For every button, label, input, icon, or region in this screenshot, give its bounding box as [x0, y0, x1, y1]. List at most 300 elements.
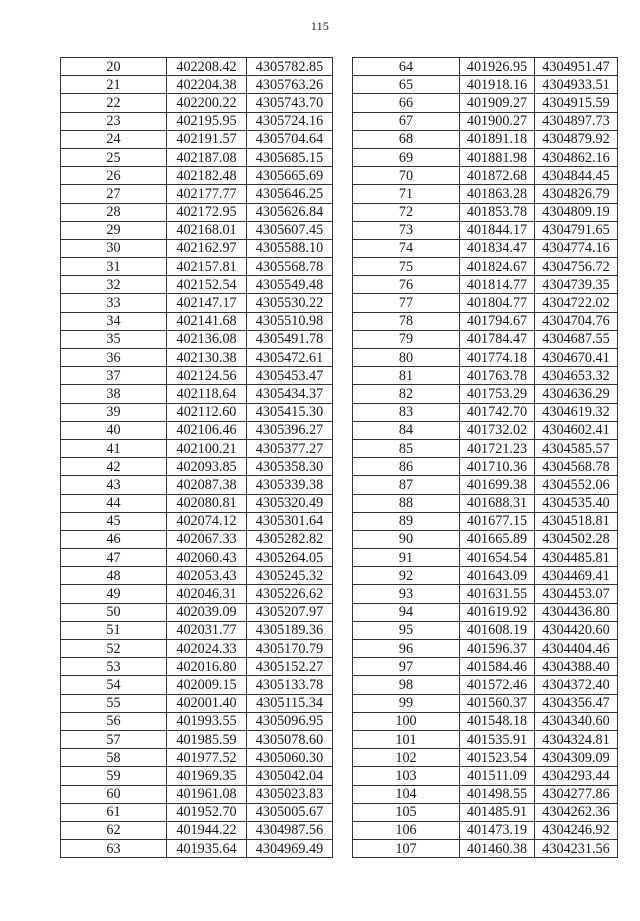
x-coordinate-cell: 402067.33	[167, 530, 247, 548]
point-number-cell: 42	[61, 458, 167, 476]
point-number-cell: 66	[353, 94, 460, 112]
x-coordinate-cell: 401654.54	[460, 549, 535, 567]
x-coordinate-cell: 401918.16	[460, 76, 535, 94]
y-coordinate-cell: 4304844.45	[535, 167, 618, 185]
table-row	[353, 603, 618, 621]
y-coordinate-cell: 4305724.16	[247, 112, 333, 130]
x-coordinate-cell: 401985.59	[167, 730, 247, 748]
y-coordinate-cell: 4304933.51	[535, 76, 618, 94]
x-coordinate-cell: 402087.38	[167, 476, 247, 494]
y-coordinate-cell: 4305005.67	[247, 803, 333, 821]
table-row	[353, 76, 618, 94]
y-coordinate-cell: 4305568.78	[247, 258, 333, 276]
x-coordinate-cell: 402157.81	[167, 258, 247, 276]
y-coordinate-cell: 4305320.49	[247, 494, 333, 512]
y-coordinate-cell: 4305282.82	[247, 530, 333, 548]
x-coordinate-cell: 401596.37	[460, 640, 535, 658]
y-coordinate-cell: 4305339.38	[247, 476, 333, 494]
table-row	[353, 439, 618, 457]
table-row	[61, 549, 333, 567]
table-row	[61, 458, 333, 476]
table-row	[353, 712, 618, 730]
point-number-cell: 73	[353, 221, 460, 239]
y-coordinate-cell: 4304756.72	[535, 258, 618, 276]
x-coordinate-cell: 402152.54	[167, 276, 247, 294]
point-number-cell: 63	[61, 840, 167, 858]
x-coordinate-cell: 401853.78	[460, 203, 535, 221]
x-coordinate-cell: 401784.47	[460, 330, 535, 348]
table-row	[353, 476, 618, 494]
x-coordinate-cell: 401631.55	[460, 585, 535, 603]
point-number-cell: 28	[61, 203, 167, 221]
table-row	[61, 621, 333, 639]
point-number-cell: 99	[353, 694, 460, 712]
point-number-cell: 26	[61, 167, 167, 185]
y-coordinate-cell: 4304862.16	[535, 148, 618, 166]
table-row	[353, 94, 618, 112]
table-row	[61, 276, 333, 294]
table-row	[61, 239, 333, 257]
point-number-cell: 29	[61, 221, 167, 239]
point-number-cell: 51	[61, 621, 167, 639]
point-number-cell: 106	[353, 821, 460, 839]
x-coordinate-cell: 402141.68	[167, 312, 247, 330]
x-coordinate-cell: 402200.22	[167, 94, 247, 112]
x-coordinate-cell: 401511.09	[460, 767, 535, 785]
x-coordinate-cell: 401814.77	[460, 276, 535, 294]
point-number-cell: 71	[353, 185, 460, 203]
y-coordinate-cell: 4305245.32	[247, 567, 333, 585]
y-coordinate-cell: 4305646.25	[247, 185, 333, 203]
y-coordinate-cell: 4304915.59	[535, 94, 618, 112]
point-number-cell: 91	[353, 549, 460, 567]
x-coordinate-cell: 401548.18	[460, 712, 535, 730]
x-coordinate-cell: 401665.89	[460, 530, 535, 548]
y-coordinate-cell: 4305607.45	[247, 221, 333, 239]
point-number-cell: 24	[61, 130, 167, 148]
x-coordinate-cell: 402046.31	[167, 585, 247, 603]
table-row	[61, 76, 333, 94]
x-coordinate-cell: 401721.23	[460, 439, 535, 457]
x-coordinate-cell: 402187.08	[167, 148, 247, 166]
point-number-cell: 36	[61, 349, 167, 367]
point-number-cell: 55	[61, 694, 167, 712]
point-number-cell: 39	[61, 403, 167, 421]
x-coordinate-cell: 401473.19	[460, 821, 535, 839]
point-number-cell: 88	[353, 494, 460, 512]
x-coordinate-cell: 401732.02	[460, 421, 535, 439]
y-coordinate-cell: 4305023.83	[247, 785, 333, 803]
table-row	[61, 840, 333, 858]
table-row	[353, 185, 618, 203]
table-row	[61, 530, 333, 548]
y-coordinate-cell: 4305189.36	[247, 621, 333, 639]
point-number-cell: 81	[353, 367, 460, 385]
x-coordinate-cell: 401834.47	[460, 239, 535, 257]
point-number-cell: 68	[353, 130, 460, 148]
y-coordinate-cell: 4304231.56	[535, 840, 618, 858]
table-row	[61, 130, 333, 148]
table-row	[353, 312, 618, 330]
x-coordinate-cell: 402177.77	[167, 185, 247, 203]
x-coordinate-cell: 402112.60	[167, 403, 247, 421]
table-row	[61, 494, 333, 512]
x-coordinate-cell: 401560.37	[460, 694, 535, 712]
y-coordinate-cell: 4304552.06	[535, 476, 618, 494]
point-number-cell: 74	[353, 239, 460, 257]
x-coordinate-cell: 402106.46	[167, 421, 247, 439]
y-coordinate-cell: 4304585.57	[535, 439, 618, 457]
table-row	[61, 821, 333, 839]
point-number-cell: 82	[353, 385, 460, 403]
table-row	[353, 621, 618, 639]
x-coordinate-cell: 402162.97	[167, 239, 247, 257]
point-number-cell: 98	[353, 676, 460, 694]
table-row	[353, 549, 618, 567]
point-number-cell: 75	[353, 258, 460, 276]
point-number-cell: 102	[353, 749, 460, 767]
y-coordinate-cell: 4305207.97	[247, 603, 333, 621]
point-number-cell: 70	[353, 167, 460, 185]
x-coordinate-cell: 402147.17	[167, 294, 247, 312]
point-number-cell: 93	[353, 585, 460, 603]
x-coordinate-cell: 401535.91	[460, 730, 535, 748]
x-coordinate-cell: 401844.17	[460, 221, 535, 239]
table-row	[353, 167, 618, 185]
point-number-cell: 44	[61, 494, 167, 512]
y-coordinate-cell: 4305096.95	[247, 712, 333, 730]
table-row	[353, 676, 618, 694]
y-coordinate-cell: 4304277.86	[535, 785, 618, 803]
table-row	[353, 403, 618, 421]
x-coordinate-cell: 401753.29	[460, 385, 535, 403]
y-coordinate-cell: 4305396.27	[247, 421, 333, 439]
point-number-cell: 61	[61, 803, 167, 821]
point-number-cell: 21	[61, 76, 167, 94]
table-row	[353, 258, 618, 276]
y-coordinate-cell: 4304436.80	[535, 603, 618, 621]
y-coordinate-cell: 4305358.30	[247, 458, 333, 476]
point-number-cell: 64	[353, 58, 460, 76]
x-coordinate-cell: 401763.78	[460, 367, 535, 385]
table-row	[353, 694, 618, 712]
y-coordinate-cell: 4304619.32	[535, 403, 618, 421]
x-coordinate-cell: 401460.38	[460, 840, 535, 858]
point-number-cell: 33	[61, 294, 167, 312]
x-coordinate-cell: 402001.40	[167, 694, 247, 712]
table-row	[61, 439, 333, 457]
point-number-cell: 40	[61, 421, 167, 439]
point-number-cell: 96	[353, 640, 460, 658]
x-coordinate-cell: 401926.95	[460, 58, 535, 76]
x-coordinate-cell: 401891.18	[460, 130, 535, 148]
table-row	[61, 221, 333, 239]
x-coordinate-cell: 402100.21	[167, 439, 247, 457]
y-coordinate-cell: 4304502.28	[535, 530, 618, 548]
x-coordinate-cell: 401608.19	[460, 621, 535, 639]
x-coordinate-cell: 401935.64	[167, 840, 247, 858]
x-coordinate-cell: 401952.70	[167, 803, 247, 821]
y-coordinate-cell: 4304774.16	[535, 239, 618, 257]
table-row	[353, 749, 618, 767]
x-coordinate-cell: 401572.46	[460, 676, 535, 694]
x-coordinate-cell: 401710.36	[460, 458, 535, 476]
y-coordinate-cell: 4304951.47	[535, 58, 618, 76]
table-row	[61, 167, 333, 185]
x-coordinate-cell: 401881.98	[460, 148, 535, 166]
y-coordinate-cell: 4305763.26	[247, 76, 333, 94]
x-coordinate-cell: 402136.08	[167, 330, 247, 348]
point-number-cell: 22	[61, 94, 167, 112]
table-row	[353, 349, 618, 367]
y-coordinate-cell: 4304469.41	[535, 567, 618, 585]
y-coordinate-cell: 4304879.92	[535, 130, 618, 148]
x-coordinate-cell: 402060.43	[167, 549, 247, 567]
x-coordinate-cell: 401643.09	[460, 567, 535, 585]
y-coordinate-cell: 4305115.34	[247, 694, 333, 712]
point-number-cell: 50	[61, 603, 167, 621]
point-number-cell: 92	[353, 567, 460, 585]
y-coordinate-cell: 4305665.69	[247, 167, 333, 185]
table-row	[61, 312, 333, 330]
point-number-cell: 67	[353, 112, 460, 130]
point-number-cell: 90	[353, 530, 460, 548]
x-coordinate-cell: 401742.70	[460, 403, 535, 421]
table-row	[353, 148, 618, 166]
y-coordinate-cell: 4304653.32	[535, 367, 618, 385]
point-number-cell: 100	[353, 712, 460, 730]
y-coordinate-cell: 4305042.04	[247, 767, 333, 785]
x-coordinate-cell: 401969.35	[167, 767, 247, 785]
y-coordinate-cell: 4304826.79	[535, 185, 618, 203]
y-coordinate-cell: 4304739.35	[535, 276, 618, 294]
y-coordinate-cell: 4305588.10	[247, 239, 333, 257]
x-coordinate-cell: 402195.95	[167, 112, 247, 130]
point-number-cell: 97	[353, 658, 460, 676]
table-row	[353, 221, 618, 239]
x-coordinate-cell: 401804.77	[460, 294, 535, 312]
point-number-cell: 95	[353, 621, 460, 639]
point-number-cell: 35	[61, 330, 167, 348]
y-coordinate-cell: 4304897.73	[535, 112, 618, 130]
y-coordinate-cell: 4304356.47	[535, 694, 618, 712]
point-number-cell: 104	[353, 785, 460, 803]
x-coordinate-cell: 402024.33	[167, 640, 247, 658]
table-row	[353, 494, 618, 512]
point-number-cell: 62	[61, 821, 167, 839]
point-number-cell: 57	[61, 730, 167, 748]
y-coordinate-cell: 4304340.60	[535, 712, 618, 730]
y-coordinate-cell: 4305152.27	[247, 658, 333, 676]
point-number-cell: 94	[353, 603, 460, 621]
point-number-cell: 31	[61, 258, 167, 276]
y-coordinate-cell: 4304388.40	[535, 658, 618, 676]
table-row	[61, 567, 333, 585]
x-coordinate-cell: 401498.55	[460, 785, 535, 803]
x-coordinate-cell: 401863.28	[460, 185, 535, 203]
x-coordinate-cell: 402182.48	[167, 167, 247, 185]
table-row	[61, 330, 333, 348]
x-coordinate-cell: 401677.15	[460, 512, 535, 530]
point-number-cell: 107	[353, 840, 460, 858]
table-row	[353, 821, 618, 839]
table-row	[61, 603, 333, 621]
x-coordinate-cell: 402204.38	[167, 76, 247, 94]
x-coordinate-cell: 401619.92	[460, 603, 535, 621]
y-coordinate-cell: 4304535.40	[535, 494, 618, 512]
point-number-cell: 77	[353, 294, 460, 312]
x-coordinate-cell: 402093.85	[167, 458, 247, 476]
y-coordinate-cell: 4304246.92	[535, 821, 618, 839]
table-row	[353, 730, 618, 748]
point-number-cell: 52	[61, 640, 167, 658]
point-number-cell: 85	[353, 439, 460, 457]
y-coordinate-cell: 4304969.49	[247, 840, 333, 858]
table-row	[61, 749, 333, 767]
y-coordinate-cell: 4304602.41	[535, 421, 618, 439]
point-number-cell: 103	[353, 767, 460, 785]
table-row	[61, 294, 333, 312]
y-coordinate-cell: 4305170.79	[247, 640, 333, 658]
point-number-cell: 37	[61, 367, 167, 385]
table-row	[61, 658, 333, 676]
x-coordinate-cell: 402168.01	[167, 221, 247, 239]
table-row	[61, 640, 333, 658]
table-row	[61, 512, 333, 530]
x-coordinate-cell: 401688.31	[460, 494, 535, 512]
y-coordinate-cell: 4305704.64	[247, 130, 333, 148]
point-number-cell: 27	[61, 185, 167, 203]
y-coordinate-cell: 4305078.60	[247, 730, 333, 748]
y-coordinate-cell: 4305226.62	[247, 585, 333, 603]
point-number-cell: 25	[61, 148, 167, 166]
x-coordinate-cell: 401900.27	[460, 112, 535, 130]
table-row	[353, 330, 618, 348]
x-coordinate-cell: 402009.15	[167, 676, 247, 694]
table-row	[353, 567, 618, 585]
x-coordinate-cell: 402074.12	[167, 512, 247, 530]
table-row	[61, 349, 333, 367]
y-coordinate-cell: 4305530.22	[247, 294, 333, 312]
table-row	[61, 476, 333, 494]
x-coordinate-cell: 401794.67	[460, 312, 535, 330]
table-row	[61, 367, 333, 385]
y-coordinate-cell: 4304293.44	[535, 767, 618, 785]
table-row	[61, 694, 333, 712]
table-row	[353, 785, 618, 803]
y-coordinate-cell: 4304670.41	[535, 349, 618, 367]
table-row	[353, 530, 618, 548]
y-coordinate-cell: 4305264.05	[247, 549, 333, 567]
table-row	[353, 840, 618, 858]
point-number-cell: 54	[61, 676, 167, 694]
y-coordinate-cell: 4305510.98	[247, 312, 333, 330]
y-coordinate-cell: 4304568.78	[535, 458, 618, 476]
point-number-cell: 20	[61, 58, 167, 76]
y-coordinate-cell: 4305782.85	[247, 58, 333, 76]
table-row	[353, 130, 618, 148]
table-row	[353, 239, 618, 257]
y-coordinate-cell: 4304791.65	[535, 221, 618, 239]
point-number-cell: 53	[61, 658, 167, 676]
table-row	[353, 658, 618, 676]
coordinates-table-right	[352, 57, 618, 858]
point-number-cell: 78	[353, 312, 460, 330]
point-number-cell: 32	[61, 276, 167, 294]
point-number-cell: 84	[353, 421, 460, 439]
x-coordinate-cell: 401909.27	[460, 94, 535, 112]
point-number-cell: 105	[353, 803, 460, 821]
y-coordinate-cell: 4305626.84	[247, 203, 333, 221]
point-number-cell: 101	[353, 730, 460, 748]
table-row	[353, 112, 618, 130]
x-coordinate-cell: 401944.22	[167, 821, 247, 839]
y-coordinate-cell: 4304404.46	[535, 640, 618, 658]
table-row	[61, 258, 333, 276]
point-number-cell: 30	[61, 239, 167, 257]
x-coordinate-cell: 401872.68	[460, 167, 535, 185]
y-coordinate-cell: 4304262.36	[535, 803, 618, 821]
table-row	[61, 185, 333, 203]
table-row	[61, 112, 333, 130]
x-coordinate-cell: 402191.57	[167, 130, 247, 148]
x-coordinate-cell: 402031.77	[167, 621, 247, 639]
x-coordinate-cell: 401774.18	[460, 349, 535, 367]
table-row	[61, 385, 333, 403]
x-coordinate-cell: 402130.38	[167, 349, 247, 367]
point-number-cell: 56	[61, 712, 167, 730]
y-coordinate-cell: 4304372.40	[535, 676, 618, 694]
table-row	[353, 385, 618, 403]
point-number-cell: 49	[61, 585, 167, 603]
x-coordinate-cell: 402124.56	[167, 367, 247, 385]
y-coordinate-cell: 4304809.19	[535, 203, 618, 221]
table-row	[61, 148, 333, 166]
y-coordinate-cell: 4304485.81	[535, 549, 618, 567]
table-row	[61, 730, 333, 748]
y-coordinate-cell: 4305685.15	[247, 148, 333, 166]
point-number-cell: 83	[353, 403, 460, 421]
x-coordinate-cell: 402016.80	[167, 658, 247, 676]
point-number-cell: 58	[61, 749, 167, 767]
table-row	[61, 712, 333, 730]
x-coordinate-cell: 401523.54	[460, 749, 535, 767]
y-coordinate-cell: 4304453.07	[535, 585, 618, 603]
y-coordinate-cell: 4305549.48	[247, 276, 333, 294]
x-coordinate-cell: 402053.43	[167, 567, 247, 585]
table-row	[61, 785, 333, 803]
point-number-cell: 38	[61, 385, 167, 403]
point-number-cell: 48	[61, 567, 167, 585]
page-number: 115	[310, 19, 330, 33]
table-row	[353, 58, 618, 76]
point-number-cell: 87	[353, 476, 460, 494]
y-coordinate-cell: 4304722.02	[535, 294, 618, 312]
y-coordinate-cell: 4305453.47	[247, 367, 333, 385]
point-number-cell: 45	[61, 512, 167, 530]
point-number-cell: 86	[353, 458, 460, 476]
table-row	[61, 58, 333, 76]
point-number-cell: 72	[353, 203, 460, 221]
table-row	[353, 803, 618, 821]
table-row	[353, 276, 618, 294]
table-row	[353, 458, 618, 476]
y-coordinate-cell: 4305133.78	[247, 676, 333, 694]
y-coordinate-cell: 4305060.30	[247, 749, 333, 767]
point-number-cell: 47	[61, 549, 167, 567]
point-number-cell: 34	[61, 312, 167, 330]
point-number-cell: 43	[61, 476, 167, 494]
